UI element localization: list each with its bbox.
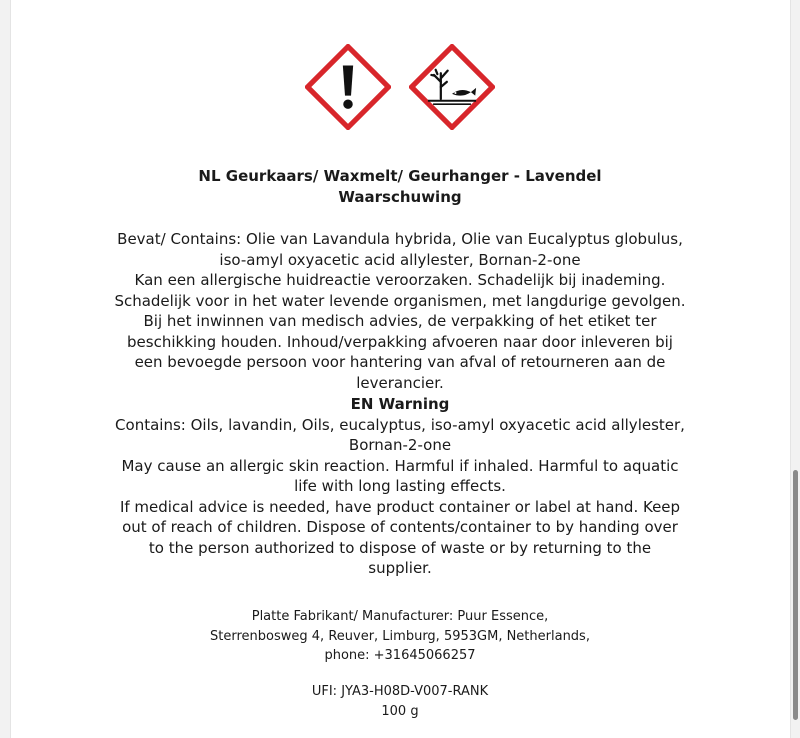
nl-line: Kan een allergische huidreactie veroorzaken. Schadelijk bij inademing. [134,271,666,289]
manufacturer-phone: phone: +31645066257 [324,648,476,663]
nl-line: Bevat/ Contains: Olie van Lavandula hybrida, Olie van Eucalyptus globulus, [117,230,683,248]
manufacturer-address: Sterrenbosweg 4, Reuver, Limburg, 5953GM, Netherlands, [210,628,590,644]
en-hazard-text [0,394,800,579]
en-line: out of reach of children. Dispose of contents/container to by handing over [122,518,678,536]
net-weight: 100 g [381,703,419,719]
signal-word: Waarschuwing [338,187,462,206]
nl-line: een bevoegde persoon voor hantering van afval of retourneren aan de [134,353,666,371]
en-line: Bornan-2-one [348,436,452,454]
nl-line: leverancier. [356,373,444,392]
ufi-code: UFI: JYA3-H08D-V007-RANK [311,684,489,699]
en-line: If medical advice is needed, have product container or label at hand. Keep [119,497,681,516]
environment-hazard-icon [409,44,495,130]
hazard-pictograms [0,44,800,132]
en-line: supplier. [368,559,432,577]
en-warning-heading: EN Warning [350,395,450,413]
en-line: Contains: Oils, lavandin, Oils, eucalyptus, iso-amyl oxyacetic acid allylester, [115,415,685,434]
manufacturer-line: Platte Fabrikant/ Manufacturer: Puur Essence, [251,609,549,624]
manufacturer-info [0,607,800,666]
en-line: life with long lasting effects. [294,477,506,495]
label-header [0,166,800,207]
exclamation-mark-icon [305,44,391,130]
product-identifiers [0,682,800,721]
nl-hazard-text [0,229,800,393]
nl-line: beschikking houden. Inhoud/verpakking afvoeren naar door inleveren bij [127,332,673,351]
product-line-title: NL Geurkaars/ Waxmelt/ Geurhanger - Lavendel [198,167,602,185]
en-line: to the person authorized to dispose of waste or by returning to the [148,538,652,557]
nl-line: Schadelijk voor in het water levende organismen, met langdurige gevolgen. [114,291,686,310]
en-line: May cause an allergic skin reaction. Harmful if inhaled. Harmful to aquatic [121,456,679,475]
nl-line: iso-amyl oxyacetic acid allylester, Bornan-2-one [219,250,581,269]
nl-line: Bij het inwinnen van medisch advies, de verpakking of het etiket ter [143,312,657,330]
